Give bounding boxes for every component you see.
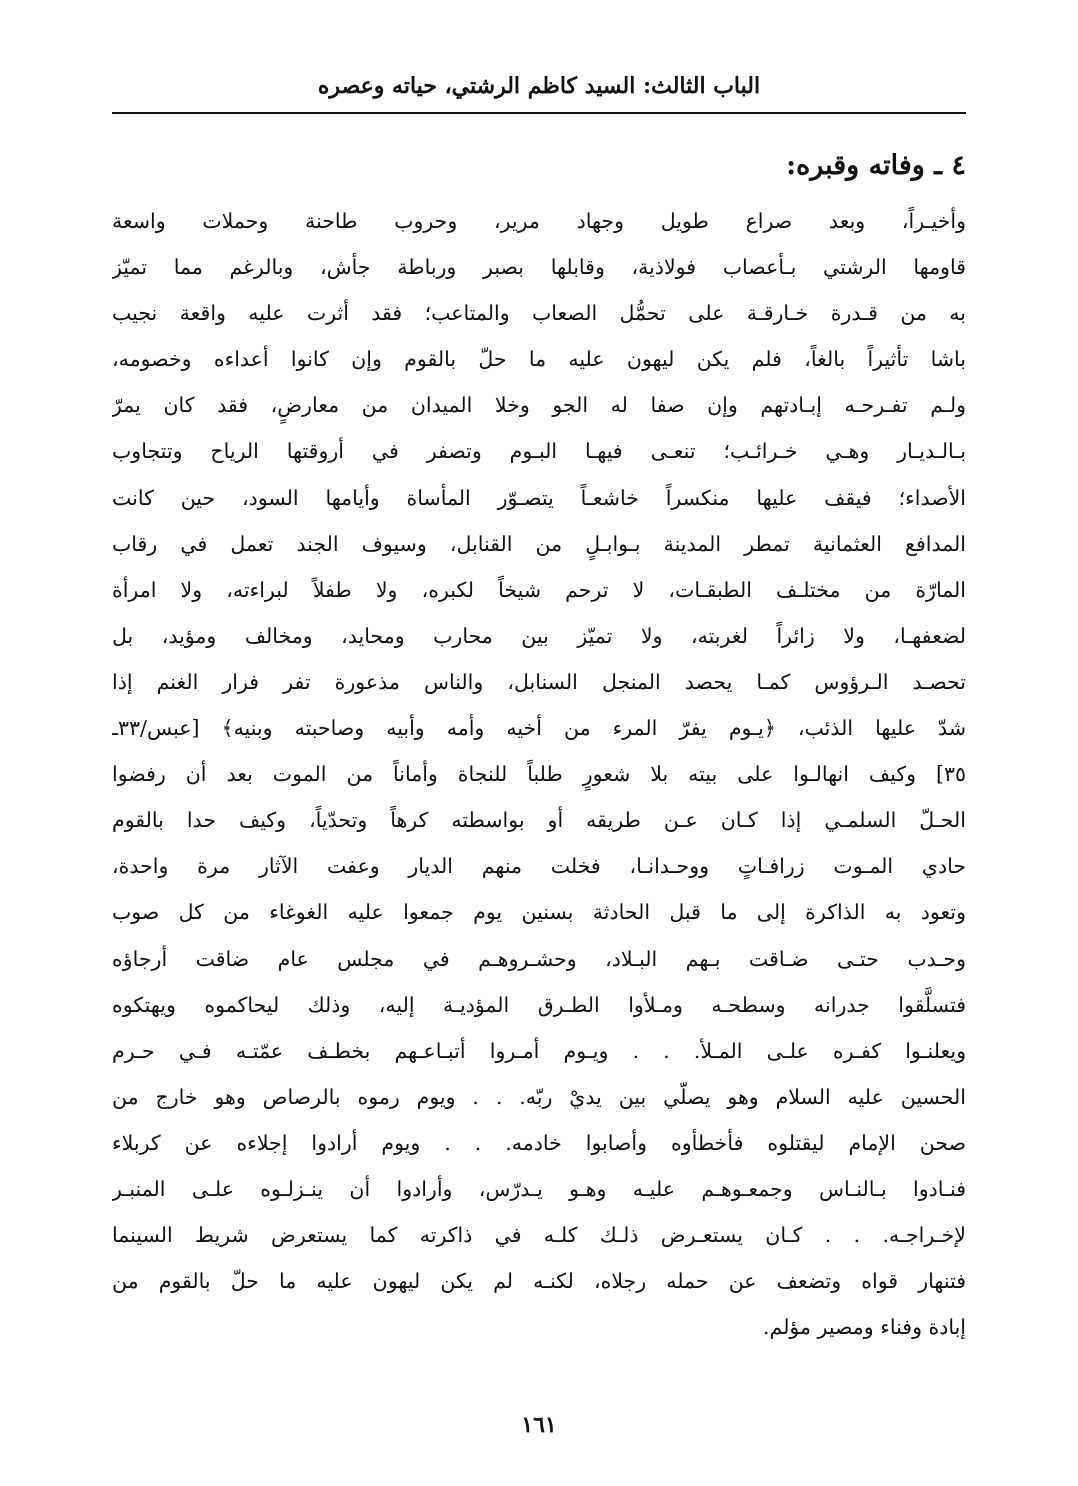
text-line: صحن الإمام ليقتلوه فأخطأوه وأصابوا خادمه. . . ويوم أرادوا إجلاءه عن كربلاء [112,1130,966,1155]
text-line: وتعود به الذاكرة إلى ما قبل الحادثة بسنين يوم جمعوا عليه الغوغاء من كل صوب [112,900,966,925]
text-line: المدافع العثمانية تمطر المدينة بـوابـلٍ من القنابل، وسيوف الجند تعمل في رقاب [112,531,966,556]
text-line: وأخيـراً، وبعد صراع طويل وجهاد مرير، وحروب طاحنة وحملات واسعة [112,209,966,233]
text-line: باشا تأثيراً بالغاً، فلم يكن ليهون عليه ما حلّ بالقوم وإن كانوا أعداءه وخصومه، [112,347,966,372]
text-line: لضعفهـا، ولا زائراً لغربته، ولا تميّز بين محارب ومحايد، ومخالف ومؤيد، بل [112,623,966,648]
running-head: الباب الثالث: السيد كاظم الرشتي، حياته وعصره [317,73,761,99]
text-line: ٣٥] وكيف انهالـوا على بيته بلا شعورٍ طلباً للنجاة وأماناً من الموت بعد أن رفضوا [112,762,966,787]
text-line-final: إبادة وفناء ومصير مؤلم. [763,1315,966,1340]
text-line: ويعلنـوا كفـره علـى المـلأ. . . ويـوم أمـروا أتبـاعـهم بخطـف عمّتـه فـي حـرم [112,1038,966,1063]
text-line: حادي المـوت زرافـاتٍ ووحـدانـا، فخلت منهم الديار وعفت الآثار مرة واحدة، [112,854,966,879]
section-heading: ٤ ـ وفاته وقبره: [786,150,966,181]
text-line: لإخـراجـه. . . كـان يستعـرض ذلـك كلـه في ذاكرته كما يستعرض شريط السينما [112,1223,966,1248]
text-line-quran-quote: شدّ عليها الذئب، ﴿يـوم يفرّ المرء من أخيه وأمه وأبيه وصاحبته وبنيه﴾ [عبس/٣٣ـ [112,716,966,741]
text-line: الحـلّ السلمـي إذا كـان عـن طريقه أو بواسطته كرهاً وتحدّياً، وكيف حدا بالقوم [112,808,966,833]
text-line: تحصـد الـرؤوس كمـا يحصد المنجل السنابل، والناس مذعورة تفر فرار الغنم إذا [112,669,966,694]
text-line: به من قـدرة خـارقـة على تحمُّل الصعاب والمتاعب؛ فقد أثرت عليه واقعة نجيب [112,301,966,326]
text-line: الحسين عليه السلام وهو يصلّي بين يديْ ربّه. . . ويوم رموه بالرصاص وهو خارج من [112,1084,966,1109]
text-line: المارّة من مختلـف الطبقـات، لا ترحم شيخاً لكبره، ولا طفلاً لبراءته، ولا امرأة [112,577,966,602]
page-number: ١٦١ [521,1412,557,1438]
text-line: ولـم تفـرحـه إبـادتهم وإن صفا له الجو وخلا الميدان من معارضٍ، فقد كان يمرّ [112,393,966,418]
text-line: وحـدب حتـى ضـاقت بـهم البـلاد، وحشـروهـم في مجلس عام ضاقت أرجاؤه [112,946,966,971]
text-line: الأصداء؛ فيقف عليها منكسراً خاشعـاً يتصـوّر المأساة وأيامها السود، حين كانت [112,485,966,510]
text-line: فنـادوا بـالنـاس وجمعـوهـم عليـه وهـو يـدرّس، وأرادوا أن ينـزلـوه علـى المنبـر [112,1176,966,1201]
text-line: بـالـديـار وهـي خـرائـب؛ تنعـى فيهـا البـوم وتصفر في أروقتها الرياح وتتجاوب [112,439,966,464]
text-line: فتنهار قواه وتضعف عن حمله رجلاه، لكنـه لم يكن ليهون عليه ما حلّ بالقوم من [112,1269,966,1294]
text-line: فتسلَّقوا جدرانه وسطحـه ومـلأوا الطـرق المؤديـة إليه، وذلك ليحاكموه ويهتكوه [112,992,966,1017]
body-paragraph [112,198,966,1350]
header-rule [112,112,966,114]
text-line: قاومها الرشتي بـأعصاب فولاذية، وقابلها بصبر ورباطة جأش، وبالرغم مما تميّز [112,255,966,280]
